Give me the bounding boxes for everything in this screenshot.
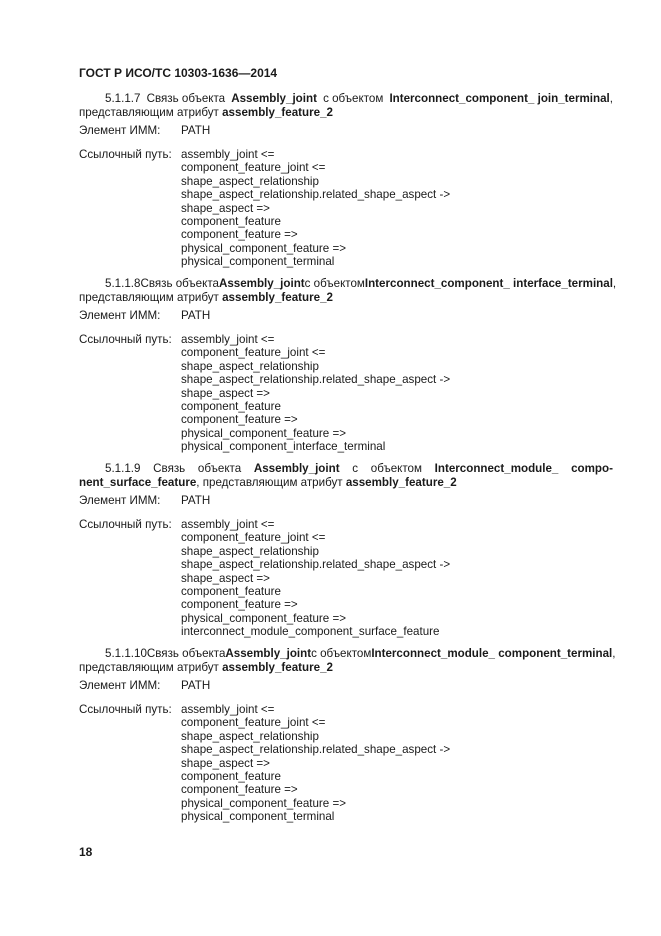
path-line: component_feature => <box>181 413 298 427</box>
object-name: Assembly_joint <box>231 92 317 105</box>
path-line: physical_component_feature => <box>181 241 347 255</box>
element-label: Элемент ИММ: <box>79 494 161 507</box>
path-line: component_feature_joint <= <box>181 716 326 730</box>
path-lines <box>181 703 450 824</box>
path-line: component_feature <box>181 770 281 784</box>
target-object: Interconnect_module_ <box>434 462 559 475</box>
path-label: Ссылочный путь: <box>79 333 172 346</box>
path-row <box>79 518 613 639</box>
path-lines <box>181 148 450 269</box>
link-word: Связь объекта <box>146 647 226 660</box>
section-5-1-1-7 <box>79 92 613 269</box>
path-label: Ссылочный путь: <box>79 703 172 716</box>
path-label: Ссылочный путь: <box>79 518 172 531</box>
section-paragraph <box>79 462 613 490</box>
with-text: с объектом <box>304 277 365 290</box>
element-value: PATH <box>181 124 211 137</box>
paragraph-line-1: 5.1.1.10 Связь объекта Assembly_joint с объектом Interconnect_module_ component_terminal, <box>105 647 616 660</box>
paragraph-line-1: 5.1.1.7 Связь объекта Assembly_joint с объектом Interconnect_component_ join_terminal, <box>105 92 613 105</box>
element-row <box>79 309 613 323</box>
path-line: component_feature_joint <= <box>181 346 326 360</box>
path-line: shape_aspect => <box>181 201 270 215</box>
path-line: shape_aspect_relationship <box>181 174 319 188</box>
attribute-name: assembly_feature_2 <box>222 106 333 119</box>
path-line: physical_component_terminal <box>181 255 335 269</box>
element-value: PATH <box>181 494 211 507</box>
path-line: shape_aspect => <box>181 386 270 400</box>
attribute-name: assembly_feature_2 <box>345 476 457 489</box>
path-line: shape_aspect => <box>181 571 270 585</box>
path-line: component_feature => <box>181 783 298 797</box>
link-word: Связь объекта <box>146 92 226 105</box>
section-paragraph <box>79 647 616 675</box>
section-5-1-1-10 <box>79 647 616 824</box>
element-value: PATH <box>181 309 211 322</box>
with-text: с <box>352 462 359 475</box>
attribute-name: assembly_feature_2 <box>222 291 333 304</box>
path-line: shape_aspect_relationship <box>181 359 319 373</box>
path-line: component_feature_joint <= <box>181 531 326 545</box>
path-lines <box>181 518 450 639</box>
document-header: ГОСТ Р ИСО/ТС 10303-1636—2014 <box>79 66 278 80</box>
link-word: объекта <box>197 462 242 475</box>
with-text: объектом <box>370 462 422 475</box>
object-name: Assembly_joint <box>225 647 312 660</box>
path-line: component_feature <box>181 215 281 229</box>
path-line: component_feature <box>181 400 281 414</box>
path-line: component_feature <box>181 585 281 599</box>
path-line: physical_component_feature => <box>181 426 347 440</box>
path-line: component_feature => <box>181 228 298 242</box>
object-name: Assembly_joint <box>253 462 340 475</box>
path-line: physical_component_feature => <box>181 611 347 625</box>
element-label: Элемент ИММ: <box>79 124 161 137</box>
path-line: component_feature => <box>181 598 298 612</box>
path-row <box>79 703 613 824</box>
path-line: physical_component_feature => <box>181 796 347 810</box>
target-continuation: nent_surface_feature <box>79 476 197 489</box>
paragraph-line-1: 5.1.1.8 Связь объекта Assembly_joint с объектом Interconnect_component_ interface_terminal, <box>105 277 617 290</box>
path-line: assembly_joint <= <box>181 148 275 161</box>
section-5-1-1-8 <box>79 277 617 454</box>
path-line: component_feature_joint <= <box>181 161 326 175</box>
path-row <box>79 333 613 454</box>
path-line: shape_aspect_relationship.related_shape_aspect -> <box>181 188 451 202</box>
link-word: Связь <box>153 462 186 475</box>
attribute-name: assembly_feature_2 <box>222 661 333 674</box>
link-word: Связь объекта <box>140 277 219 290</box>
paragraph-line-2: представляющим атрибут assembly_feature_2 <box>79 106 333 119</box>
target-object: Interconnect_module_ component_terminal <box>371 647 613 660</box>
paragraph-line-1 <box>79 462 613 476</box>
element-label: Элемент ИММ: <box>79 679 161 692</box>
with-text: с объектом <box>311 647 372 660</box>
section-paragraph <box>79 92 613 120</box>
path-line: shape_aspect_relationship <box>181 729 319 743</box>
paragraph-line-2: представляющим атрибут assembly_feature_2 <box>79 291 333 304</box>
element-row <box>79 124 613 138</box>
section-number: 5.1.1.10 <box>105 647 147 660</box>
element-label: Элемент ИММ: <box>79 309 161 322</box>
section-paragraph <box>79 277 617 305</box>
element-row <box>79 679 613 693</box>
path-line: assembly_joint <= <box>181 333 275 346</box>
section-5-1-1-9 <box>79 462 613 639</box>
path-line: shape_aspect_relationship.related_shape_aspect -> <box>181 373 451 387</box>
path-line: shape_aspect_relationship.related_shape_aspect -> <box>181 558 451 572</box>
path-row <box>79 148 613 269</box>
path-line: physical_component_interface_terminal <box>181 440 386 454</box>
section-number: 5.1.1.7 <box>105 92 141 105</box>
path-line: shape_aspect => <box>181 756 270 770</box>
path-label: Ссылочный путь: <box>79 148 172 161</box>
path-lines <box>181 333 450 454</box>
path-line: assembly_joint <= <box>181 703 275 716</box>
paragraph-line-2: представляющим атрибут assembly_feature_2 <box>79 661 333 674</box>
path-line: interconnect_module_component_surface_feature <box>181 625 440 639</box>
path-line: physical_component_terminal <box>181 810 335 824</box>
section-number: 5.1.1.9 <box>105 462 141 475</box>
page-number: 18 <box>79 845 93 859</box>
paragraph-line-2: nent_surface_feature, представляющим атрибут assembly_feature_2 <box>79 476 457 489</box>
path-line: assembly_joint <= <box>181 518 275 531</box>
target-object: Interconnect_component_ interface_terminal <box>364 277 613 290</box>
with-text: с объектом <box>323 92 384 105</box>
target-object: compo- <box>571 462 613 475</box>
path-line: shape_aspect_relationship.related_shape_aspect -> <box>181 743 451 757</box>
target-object: Interconnect_component_ join_terminal <box>389 92 610 105</box>
section-number: 5.1.1.8 <box>105 277 141 290</box>
path-line: shape_aspect_relationship <box>181 544 319 558</box>
object-name: Assembly_joint <box>218 277 305 290</box>
element-value: PATH <box>181 679 211 692</box>
element-row <box>79 494 613 508</box>
